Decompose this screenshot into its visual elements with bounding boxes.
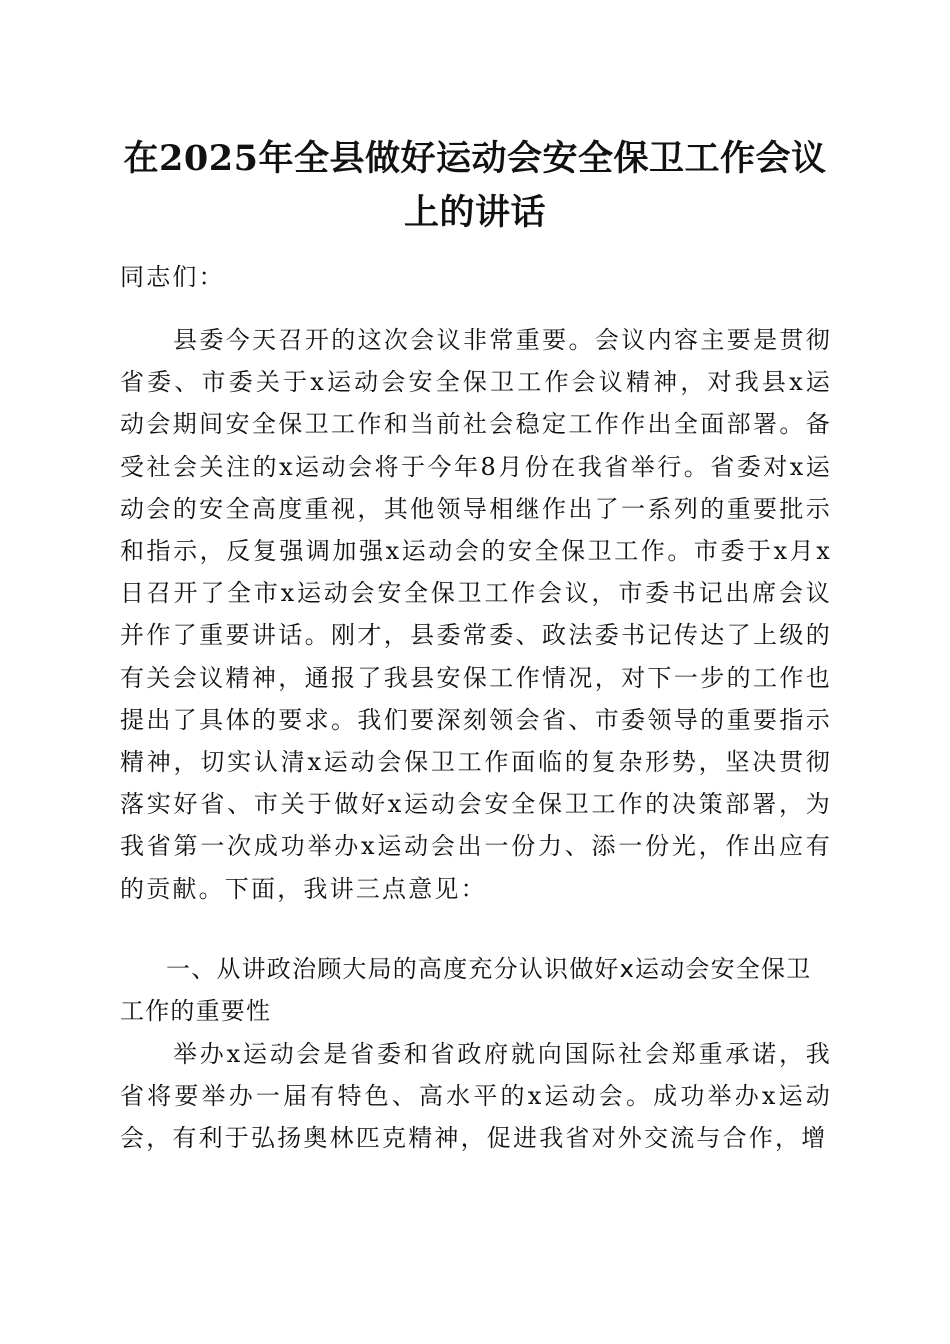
section-heading-1: 一、从讲政治顾大局的高度充分认识做好x运动会安全保卫工作的重要性 — [120, 955, 812, 1025]
document-title: 在2025年全县做好运动会安全保卫工作会议上的讲话 — [123, 138, 827, 233]
section-1-paragraph: 举办x运动会是省委和省政府就向国际社会郑重承诺，我省将要举办一届有特色、高水平的x运动会。成功举办x运动会，有利于弘扬奥林匹克精神，促进我省对外交流与合作，增 — [120, 1040, 832, 1153]
salutation: 同志们： — [120, 263, 225, 291]
opening-paragraph: 县委今天召开的这次会议非常重要。会议内容主要是贯彻省委、市委关于x运动会安全保卫工作会议精神，对我县x运动会期间安全保卫工作和当前社会稳定工作作出全面部署。备受社会关注的x运动会将于今年8月份在我省举行。省委对x运动会的安全高度重视，其他领导相继作出了一系列的重要批示和指示，反复强调加强x运动会的安全保卫工作。市委于x月x日召开了全市x运动会安全保卫工作会议，市委书记出席会议并作了重要讲话。刚才，县委常委、政法委书记传达了上级的有关会议精神，通报了我县安保工作情况，对下一步的工作也提出了具体的要求。我们要深刻领会省、市委领导的重要指示精神，切实认清x运动会保卫工作面临的复杂形势，坚决贯彻落实好省、市关于做好x运动会安全保卫工作的决策部署，为我省第一次成功举办x运动会出一份力、添一份光，作出应有的贡献。下面，我讲三点意见： — [120, 326, 832, 903]
